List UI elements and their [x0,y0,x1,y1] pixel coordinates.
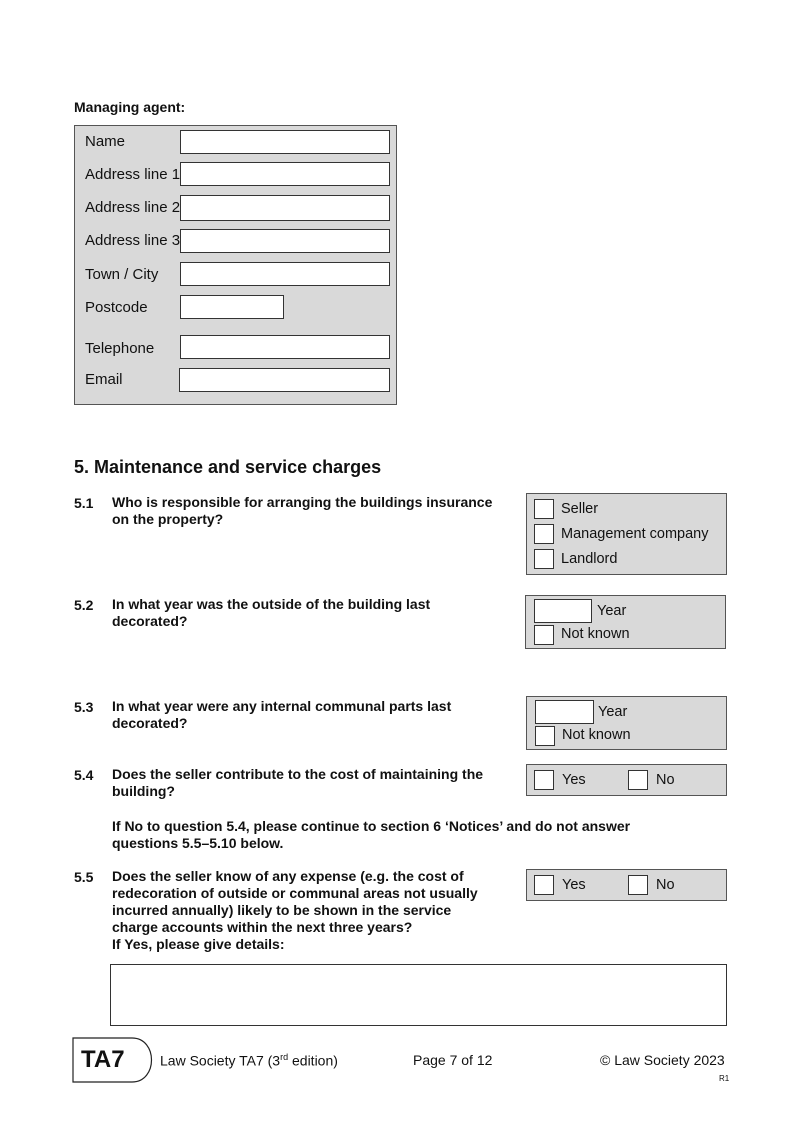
q5-1-management-company-label: Management company [561,526,709,542]
q5-2-year-label: Year [597,603,627,619]
page-number: Page 7 of 12 [413,1052,493,1068]
revision-code: R1 [719,1074,730,1083]
q5-4-yes-checkbox[interactable] [534,770,554,790]
q5-4-no-label: No [656,772,675,788]
q5-3-year-label: Year [598,704,628,720]
section-5-title: 5. Maintenance and service charges [74,457,382,477]
name-field[interactable] [180,130,390,154]
q5-1-number: 5.1 [74,495,94,511]
q5-5-number: 5.5 [74,869,94,885]
telephone-field[interactable] [180,335,390,359]
town-city-field[interactable] [180,262,390,286]
q5-4-answer-panel [526,764,727,796]
q5-5-yes-label: Yes [562,877,586,893]
town-city-label: Town / City [85,266,159,283]
address-line-1-field[interactable] [180,162,390,186]
q5-4-yes-label: Yes [562,772,586,788]
q5-5-details-textarea[interactable] [110,964,727,1026]
q5-5-answer-panel [526,869,727,901]
q5-2-year-field[interactable] [534,599,592,623]
q5-4-number: 5.4 [74,767,94,783]
q5-3-not-known-label: Not known [562,727,631,743]
q5-2-number: 5.2 [74,597,94,613]
managing-agent-heading: Managing agent: [74,99,186,115]
q5-5-no-label: No [656,877,675,893]
q5-1-seller-label: Seller [561,501,599,517]
q5-3-answer-panel [526,696,727,750]
q5-2-not-known-label: Not known [561,626,630,642]
name-label: Name [85,133,126,150]
address-line-3-field[interactable] [180,229,390,253]
email-field[interactable] [179,368,390,392]
q5-3-text: In what year were any internal communal parts last decorated? [112,698,452,731]
managing-agent-panel [74,125,397,405]
q5-1-answer-panel [526,493,727,575]
address-line-3-label: Address line 3 [85,232,181,249]
q5-5-text: Does the seller know of any expense (e.g. the cost of redecoration of outside or communal areas not usually incurred annually) likely to be shown in the service charge accounts within the next three years? If Yes, please give details: [112,868,478,952]
q5-4-no-checkbox[interactable] [628,770,648,790]
edition-text: Law Society TA7 (3rd edition) [160,1052,338,1069]
q5-3-number: 5.3 [74,699,94,715]
telephone-label: Telephone [85,340,155,357]
q5-5-yes-checkbox[interactable] [534,875,554,895]
q5-1-text: Who is responsible for arranging the buildings insurance on the property? [112,494,493,527]
q5-4-note: If No to question 5.4, please continue to section 6 ‘Notices’ and do not answer questions 5.5–5.10 below. [112,818,631,851]
q5-4-text: Does the seller contribute to the cost of maintaining the building? [112,766,484,799]
q5-3-not-known-checkbox[interactable] [535,726,555,746]
address-line-2-label: Address line 2 [85,199,181,216]
q5-2-not-known-checkbox[interactable] [534,625,554,645]
email-label: Email [85,371,123,388]
q5-1-landlord-checkbox[interactable] [534,549,554,569]
q5-1-landlord-label: Landlord [561,551,618,567]
q5-3-year-field[interactable] [535,700,594,724]
postcode-label: Postcode [85,299,148,316]
form-code: TA7 [81,1046,125,1073]
q5-1-management-company-checkbox[interactable] [534,524,554,544]
address-line-2-field[interactable] [180,195,390,221]
q5-2-text: In what year was the outside of the building last decorated? [112,596,431,629]
address-line-1-label: Address line 1 [85,166,181,183]
q5-1-seller-checkbox[interactable] [534,499,554,519]
q5-5-no-checkbox[interactable] [628,875,648,895]
copyright: © Law Society 2023 [600,1052,725,1068]
q5-2-answer-panel [525,595,726,649]
postcode-field[interactable] [180,295,284,319]
